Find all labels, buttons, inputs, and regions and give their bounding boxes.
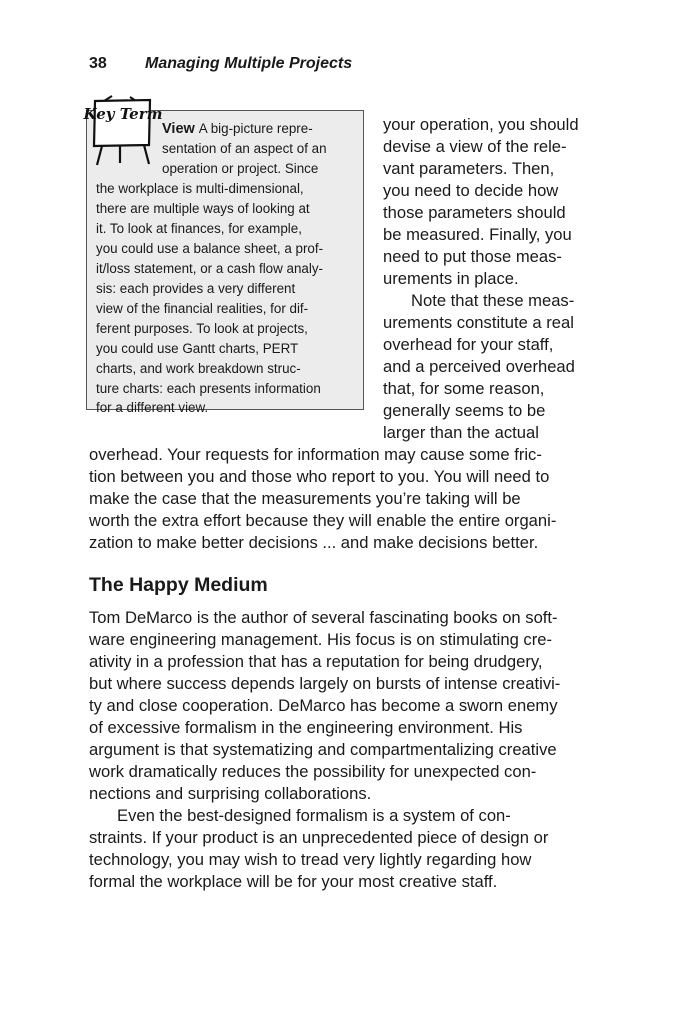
body-line: you need to decide how [383,181,559,200]
body-line: ty and close cooperation. DeMarco has become a sworn enemy [89,696,558,715]
body-line: and a perceived overhead [383,357,575,376]
body-line: vant parameters. Then, [383,159,555,178]
key-term-line: you could use Gantt charts, PERT [96,341,299,356]
key-term-word: View [162,121,195,137]
body-line: your operation, you should [383,115,579,134]
body-line: larger than the actual [383,423,539,442]
key-term-line: it/loss statement, or a cash flow analy- [96,261,323,276]
key-term-line: there are multiple ways of looking at [96,201,310,216]
key-term-line: charts, and work breakdown struc- [96,361,301,376]
body-line: formal the workplace will be for your most creative staff. [89,872,498,891]
body-line: straints. If your product is an unprecedented piece of design or [89,828,549,847]
key-term-line: ture charts: each presents information [96,381,321,396]
page-number: 38 [89,55,107,72]
body-line: work dramatically reduces the possibility for unexpected con- [89,762,537,781]
body-line: zation to make better decisions ... and make decisions better. [89,533,539,552]
body-line: need to put those meas- [383,247,562,266]
running-title: Managing Multiple Projects [145,55,353,72]
running-head [89,55,352,73]
body-line: Tom DeMarco is the author of several fascinating books on soft- [89,608,558,627]
key-term-line: ferent purposes. To look at projects, [96,321,308,336]
key-term-line: view of the financial realities, for dif- [96,301,309,316]
body-line: argument is that systematizing and compartmentalizing creative [89,740,557,759]
body-line: but where success depends largely on bursts of intense creativi- [89,674,561,693]
key-term-icon-label: Key Term [83,105,163,123]
body-line: technology, you may wish to tread very lightly regarding how [89,850,532,869]
key-term-icon [83,95,163,167]
section-heading: The Happy Medium [89,574,268,596]
key-term-line: sentation of an aspect of an [162,141,327,156]
key-term-line: it. To look at finances, for example, [96,221,302,236]
body-line: make the case that the measurements you’re taking will be [89,489,521,508]
body-line: overhead for your staff, [383,335,554,354]
key-term-line: operation or project. Since [162,161,319,176]
body-line: worth the extra effort because they will enable the entire organi- [89,511,557,530]
key-term-line: the workplace is multi-dimensional, [96,181,304,196]
body-line: be measured. Finally, you [383,225,572,244]
body-line: urements constitute a real [383,313,574,332]
body-line: ware engineering management. His focus is on stimulating cre- [89,630,553,649]
key-term-line: sis: each provides a very different [96,281,296,296]
key-term-line: for a different view. [96,400,209,415]
body-line: that, for some reason, [383,379,545,398]
body-line: of excessive formalism in the engineering environment. His [89,718,523,737]
key-term-line: A big-picture repre- [198,121,313,136]
body-line: devise a view of the rele- [383,137,567,156]
body-line: Even the best-designed formalism is a system of con- [117,806,511,825]
body-line: those parameters should [383,203,566,222]
body-line: generally seems to be [383,401,546,420]
body-line: tion between you and those who report to you. You will need to [89,467,550,486]
key-term-line: you could use a balance sheet, a prof- [96,241,324,256]
body-line: urements in place. [383,269,519,288]
body-line: Note that these meas- [411,291,575,310]
body-line: ativity in a profession that has a reputation for being drudgery, [89,652,543,671]
body-line: nections and surprising collaborations. [89,784,372,803]
body-line: overhead. Your requests for information may cause some fric- [89,445,542,464]
